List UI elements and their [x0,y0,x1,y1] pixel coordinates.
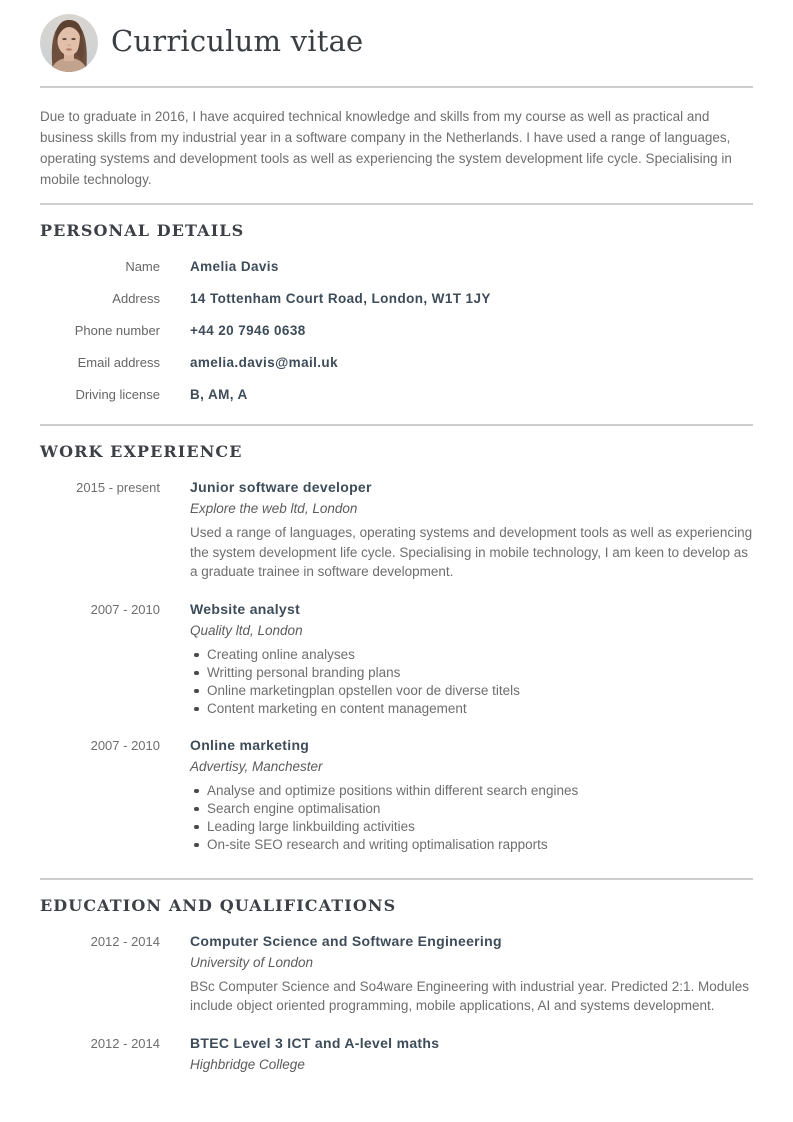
personal-details-heading: PERSONAL DETAILS [40,221,245,240]
intro-paragraph: Due to graduate in 2016, I have acquired technical knowledge and skills from my course as well as practical and business skills from my industrial year in a software company in the Netherlands. I have used a range of languages, operating systems and development tools as well as experiencing the system development life cycle. Specialising in mobile technology. [40,109,732,187]
job-bullets [190,646,753,718]
detail-value-email: amelia.davis@mail.uk [190,355,338,370]
detail-row [40,324,753,338]
education-entries [40,933,753,1073]
course-description: BSc Computer Science and So4ware Engineering with industrial year. Predicted 2:1. Modules include object oriented programming, mobile applications, AI and systems development. [190,978,750,1013]
detail-row [40,356,753,370]
job-title: Online marketing [190,736,310,753]
detail-label: Name [125,259,160,274]
bullet-item: Online marketingplan opstellen voor de diverse titels [207,682,753,700]
institution: Highbridge College [190,1056,305,1072]
bullet-item: Creating online analyses [207,646,753,664]
entry-period: 2007 - 2010 [90,601,160,617]
bullet-item: On-site SEO research and writing optimalisation rapports [207,836,753,854]
entry-period: 2012 - 2014 [90,933,160,949]
job-organisation: Explore the web ltd, London [190,501,358,516]
work-experience-heading: WORK EXPERIENCE [40,442,243,461]
work-entry [40,479,753,582]
bullet-item: Search engine optimalisation [207,800,753,818]
detail-value-address: 14 Tottenham Court Road, London, W1T 1JY [190,291,491,306]
entry-body [190,1035,753,1073]
bullet-item: Writting personal branding plans [207,664,753,682]
detail-value-phone: +44 20 7946 0638 [190,323,306,338]
detail-label: Driving license [75,387,160,402]
work-entry [40,601,753,718]
divider [40,424,753,426]
cv-header [40,0,753,72]
job-organisation: Advertisy, Manchester [190,758,323,774]
entry-period: 2012 - 2014 [90,1035,160,1051]
section-personal-details [40,220,753,402]
page-title: Curriculum vitae [111,24,364,58]
education-entry [40,933,753,1016]
section-work-experience [40,441,753,854]
job-title: Junior software developer [190,479,372,495]
bullet-item: Leading large linkbuilding activities [207,818,753,836]
work-entries [40,479,753,854]
entry-period: 2007 - 2010 [90,737,160,753]
entry-body [190,933,753,1016]
portrait-photo-graphic [40,14,98,72]
job-bullets [190,782,753,854]
job-organisation: Quality ltd, London [190,622,303,638]
education-heading: EDUCATION AND QUALIFICATIONS [40,895,397,915]
course-title: BTEC Level 3 ICT and A-level maths [190,1034,440,1051]
detail-value-name: Amelia Davis [190,259,279,274]
detail-label: Email address [77,355,160,370]
entry-body [190,737,753,854]
avatar [40,14,98,72]
entry-body [190,601,753,718]
divider [40,203,753,205]
bullet-item: Content marketing en content management [207,700,753,718]
job-title: Website analyst [190,600,301,617]
divider [40,878,753,880]
course-title: Computer Science and Software Engineering [190,932,502,949]
personal-details-table [40,260,753,402]
section-education [40,895,753,1073]
detail-row [40,292,753,306]
detail-row [40,388,753,402]
detail-value-license: B, AM, A [190,387,248,402]
education-entry [40,1035,753,1073]
detail-label: Address [112,291,160,306]
divider [40,86,753,88]
entry-body [190,479,753,582]
bullet-item: Analyse and optimize positions within different search engines [207,782,753,800]
detail-row [40,260,753,274]
work-entry [40,737,753,854]
entry-period: 2015 - present [76,480,160,495]
institution: University of London [190,954,314,970]
detail-label: Phone number [74,323,160,338]
job-description: Used a range of languages, operating systems and development tools as well as experiencing the system development life cycle. Specialising in mobile technology, I am keen to develop as a graduate trainee in software development. [190,525,753,579]
